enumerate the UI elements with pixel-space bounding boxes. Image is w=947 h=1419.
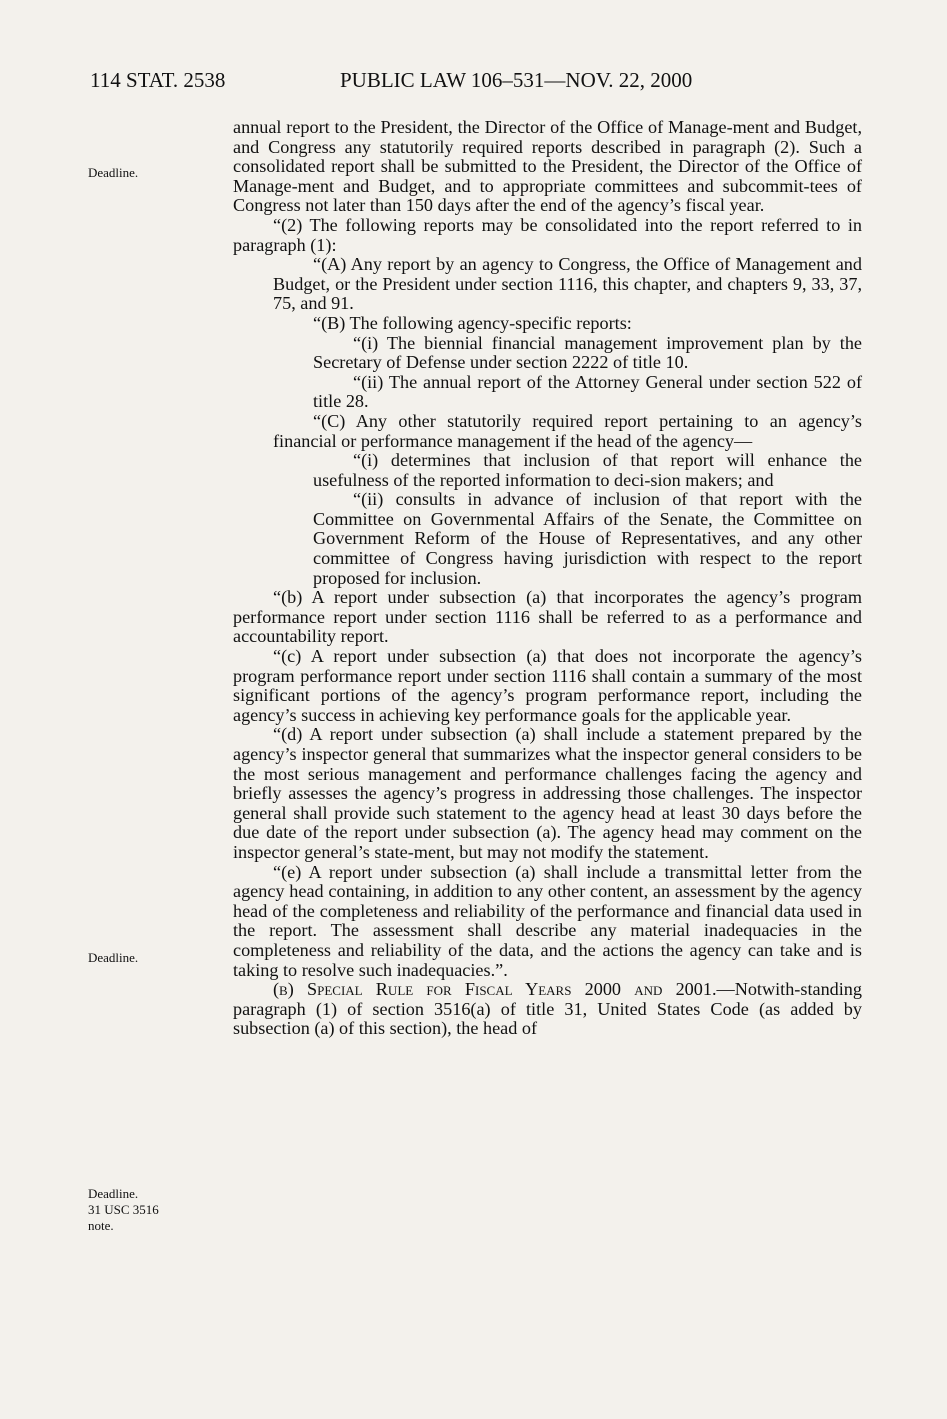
margin-note-usc-note: note. [88, 1218, 114, 1233]
subsection-e: “(e) A report under subsection (a) shall include a transmittal letter from the agency head containing, in addition to any other content, an assessment by the agency head of the completeness and reliability of the performance and financial data used in the report. The assessment shall describe any material inadequacies in the completeness and reliability of the data, and the actions the agency can take and is taking to resolve such inadequacies.”. [233, 861, 862, 980]
special-rule-heading: (b) Special Rule for Fiscal Years 2000 and 2001. [273, 979, 717, 1000]
paragraph-continuation: annual report to the President, the Director of the Office of Manage-ment and Budget, and Congress any statutorily required reports described in paragraph (2). Such a consolidated report shall be submitted to the President, the Director of the Office of Manage-ment and Budget, and to appropriate committees and subcommit-tees of Congress not later than 150 days after the end of the agency’s fiscal year. [233, 117, 862, 216]
margin-note-deadline: Deadline. [88, 165, 139, 180]
page-reference: 114 STAT. 2538 [90, 68, 226, 92]
subparagraph-C: “(C) Any other statutorily required report pertaining to an agency’s financial or performance management if the head of the agency— [273, 410, 862, 451]
clause-B-ii: “(ii) The annual report of the Attorney General under section 522 of title 28. [313, 371, 862, 412]
clause-C-i: “(i) determines that inclusion of that report will enhance the usefulness of the reported information to deci-sion makers; and [313, 450, 862, 490]
statute-body [233, 118, 862, 1039]
subsection-c: “(c) A report under subsection (a) that does not incorporate the agency’s program performance report under section 1116 shall contain a summary of the most significant portions of the agency’s program performance report, including the agency’s success in achieving key performance goals for the applicable year. [233, 646, 862, 725]
margin-note-block [88, 1186, 159, 1234]
margin-note-usc-cite: 31 USC 3516 [88, 1202, 159, 1217]
clause-B-i: “(i) The biennial financial management improvement plan by the Secretary of Defense under section 2222 of title 10. [313, 332, 862, 373]
subparagraph-A: “(A) Any report by an agency to Congress, the Office of Management and Budget, or the President under section 1116, this chapter, and chapters 9, 33, 37, 75, and 91. [273, 254, 862, 314]
clause-C-ii: “(ii) consults in advance of inclusion of that report with the Committee on Governmental Affairs of the Senate, the Committee on Government Reform of the House of Representatives, and any other committee of Congress having jurisdiction with respect to the report proposed for inclusion. [313, 489, 862, 588]
special-rule-text: —Notwith-standing paragraph (1) of section 3516(a) of title 31, United States Code (as added by subsection (a) of this section), the head of [233, 979, 862, 1039]
margin-note-deadline: Deadline. [88, 1186, 139, 1201]
subsection-d: “(d) A report under subsection (a) shall include a statement prepared by the agency’s inspector general that summarizes what the inspector general considers to be the most serious management and performance challenges facing the agency and briefly assesses the agency’s progress in addressing those challenges. The inspector general shall provide such statement to the agency head at least 30 days before the due date of the report under subsection (a). The agency head may comment on the inspector general’s state-ment, but may not modify the statement. [233, 724, 862, 862]
subparagraph-B: “(B) The following agency-specific reports: [313, 312, 632, 333]
law-title: PUBLIC LAW 106–531—NOV. 22, 2000 [340, 68, 693, 92]
subsection-b: “(b) A report under subsection (a) that incorporates the agency’s program performance report under section 1116 shall be referred to as a performance and accountability report. [233, 587, 862, 647]
page-header [90, 68, 862, 98]
margin-note-deadline: Deadline. [88, 950, 139, 965]
paragraph-2: “(2) The following reports may be consolidated into the report referred to in paragraph (1): [233, 214, 862, 255]
special-rule-paragraph [233, 980, 862, 1039]
